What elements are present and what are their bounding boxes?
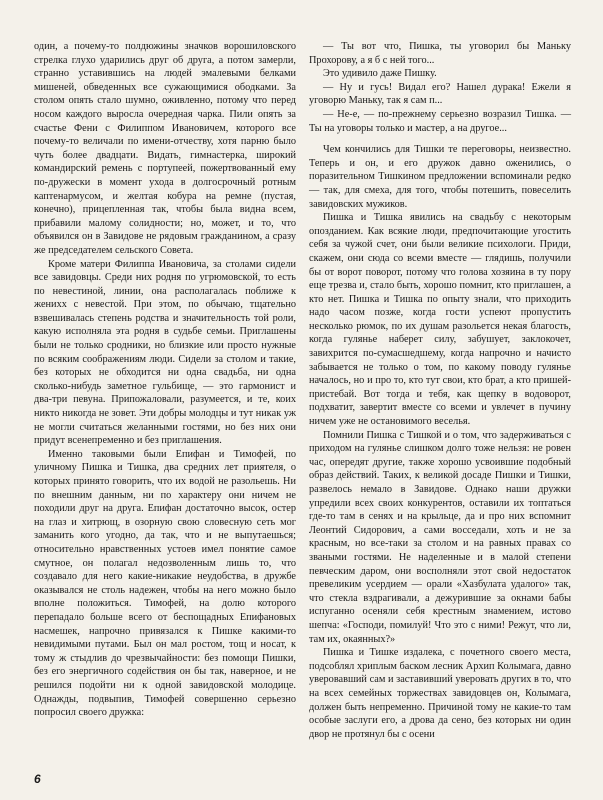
paragraph: Чем кончились для Тишки те переговоры, неизвестно. Теперь и он, и его дружок давно оженились, о поразительном Тишкином предложении вспоминали редко — так, для смеха, для того, чтобы потешить, повеселить завидовских мужиков.: [309, 144, 571, 210]
paragraph: Помнили Пишка с Тишкой и о том, что задерживаться с приходом на гулянье слишком долго тоже нельзя: не ровен час, опередят другие, также хорошо усвоившие подобный образ действий. Таких, к великой досаде Пишки и Тишки, развелось немало в Завидове. Однако наши дружки упредили всех своих конкурентов, оставили их топтаться где-то там в сенях и на крыльце, да и про них вспомнит Леонтий Сидорович, а сами восседали, хоть и не за красным, но все-таки за столом и на равных правах со зваными гостями. Не наделенные и в малой степени певческим даром, они восполняли этот свой недостаток превеликим усердием — орали «Хазбулата удалого» так, что стекла вздрагивали, а дежурившие за окнами бабы испуганно осеняли себя крестным знамением, истово шепча: «Господи, помилуй! Что это с ними! Режут, что ли, там их, окаянных?»: [309, 429, 571, 645]
page-number: 6: [34, 772, 41, 786]
paragraph: — Не-е, — по-прежнему серьезно возразил Тишка. — Ты на уговоры только и мастер, а на другое...: [309, 108, 571, 134]
paragraph: Это удивило даже Пишку.: [323, 68, 437, 80]
paragraph: Пишка и Тишка явились на свадьбу с некоторым опозданием. Как всякие люди, предпочитающие угостить себя за чужой счет, они были великие психологи. Приди, скажем, они сюда со всеми вместе — глядишь, получили бы от ворот поворот, потому что голова хозяина в ту пору еще трезва и, стало быть, хорошо помнит, кто приглашен, а кто нет. Пишка и Тишка по опыту знали, что приходить надо часом позже, когда гости успеют пропустить несколько рюмок, по их душам разольется некая благость, когда гулянье наберет силу, забушует, заклокочет, завихрится по-сумасшедшему, когда напрочно и начисто забывается не только о том, по какому поводу гулянье началось, но и про то, кто тут свои, кто брат, а кто пришей-пристебай. Вот тогда и тебя, как щепку в водоворот, подхватит, завертит вместе со всеми и увлечет в пучину ничем уже не остановимого веселья.: [309, 212, 571, 428]
paragraph: Именно таковыми были Епифан и Тимофей, по уличному Пишка и Тишка, два средних лет приятеля, о которых принято говорить, что их водой не разольешь. Ни по внешним данным, ни по характеру они ничем не походили друг на друга. Епифан достаточно высок, остер на глаз и хитрющ, в озорную свою словесную сеть мог заманить кого угодно, да так, что и не выпутаешься; относительно нравственных устоев имел понятие самое смутное, он полагал недозволенным лишь то, что создавало для него какие-никакие неудобства, в дружбе оказывался не столь надежен, чтобы на него можно было вполне положиться. Тимофей, на долю которого перепадало больше всего от беспощадных Епифановых насмешек, напрочно привязался к Пишке какими-то невидимыми путами. Был он мал ростом, тощ и носат, к тому ж стыдлив до чрезвычайности: без помощи Пишки, без его энергичного содействия он бы так, наверное, и не решился подойти ни к одной завидовской молодице. Однажды, подвыпив, Тимофей совершенно серьезно попросил своего дружка:: [34, 448, 296, 719]
paragraph: Пишка и Тишке издалека, с почетного своего места, подсоблял хриплым баском лесник Архип Колымага, давно уверовавший сам и заставивший уверовать других в то, что на всех семейных торжествах завидовцев он, Колымага, должен быть непременно. Причиной тому не какие-то там особые заслуги его, а дрова да сено, без которых ни один двор не протянул бы с осени: [309, 647, 571, 740]
paragraph: — Ты вот что, Пишка, ты уговорил бы Маньку Прохорову, а я б с ней того...: [309, 41, 571, 66]
left-column: [34, 40, 296, 720]
paragraph: Кроме матери Филиппа Ивановича, за столами сидели все завидовцы. Среди них родня по угрюмовской, то есть по невестиной, линии, она располагалась поближе к женихх с невестой. При этом, по обычаю, тщательно взвешивалась степень родства и значительность той роли, какую исполняла эта родня в судьбе семьи. Приглашены были не только сродники, но близкие или просто нужные по всяким соображениям люди. Сидели за столом и такие, без которых не обходится ни одна свадьба, ни одна сколько-нибудь заметное гульбище, — это гармонист и два-три певуна. Припожаловали, разумеется, и те, коих никто никогда не зовет. Эти добры молодцы и тут никак уж не могли считаться желанными гостями, но без них они придут всенепременно и без приглашения.: [34, 258, 296, 447]
paragraph: — Ну и гусь! Видал его? Нашел дурака! Ежели я уговорю Маньку, так я сам п...: [309, 81, 571, 107]
right-column: [309, 40, 571, 741]
paragraph: один, а почему-то полдюжины значков ворошиловского стрелка глухо ударились друг об друга, а потом замерли, странно уставившись на людей эмалевыми белками мишеней, обведенных все сужающимися ободками. За столом опять стало шумно, оживленно, потому что перед носом каждого выросла очередная чарка. Пили опять за счастье Фени с Филиппом Ивановичем, которого все почему-то величали по имени-отчеству, хотя парню было чуть более двадцати. Видать, гимнастерка, широкий командирский ремень с портупеей, пожертвованный ему по-дружески в момент ухода в долгосрочный ротным каптенармусом, и желтая кобура на ремне (пустая, конечно), прицепленная так, чтобы была видна всем, прибавили малому солидности; но, может, и то, что объявился он в Завидове не рядовым гражданином, а сразу же председателем сельского Совета.: [34, 41, 296, 256]
